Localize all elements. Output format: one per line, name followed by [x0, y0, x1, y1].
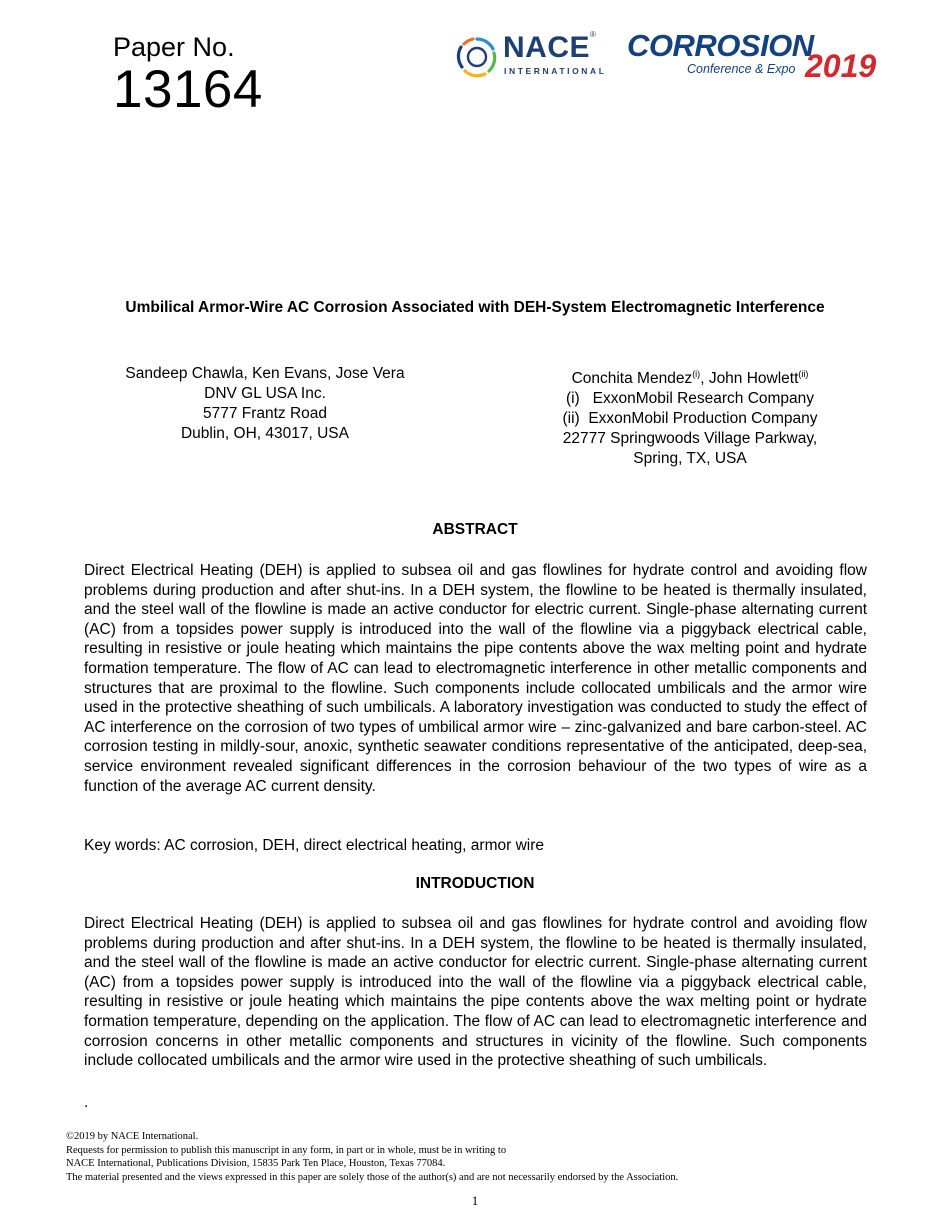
trailing-period: .: [84, 1094, 89, 1111]
footer-line: The material presented and the views expressed in this paper are solely those of the author(s) and are not necessarily endorsed by the Association.: [66, 1171, 679, 1183]
author-line: 22777 Springwoods Village Parkway,: [562, 430, 818, 448]
copyright-footer: [66, 1130, 678, 1184]
introduction-heading: INTRODUCTION: [415, 875, 535, 892]
author-line: (i) ExxonMobil Research Company: [565, 390, 815, 408]
author-names: Conchita Mendez$^{(i)}$, John Howlett$^{(ii)}$: [571, 369, 809, 388]
authors-right: [520, 364, 860, 469]
paper-label: Paper No.: [113, 32, 235, 62]
paper-number-block: [113, 32, 263, 119]
corrosion-conference-logo: [627, 30, 887, 88]
author-line: Sandeep Chawla, Ken Evans, Jose Vera: [125, 365, 405, 382]
nace-logo-subtitle: INTERNATIONAL: [504, 66, 607, 76]
introduction-text: Direct Electrical Heating (DEH) is applied to subsea oil and gas flowlines for hydrate control and avoiding flow problems during production and after shut-ins. In a DEH system, the flowline to be heated is thermally insulated, and the steel wall of the flowline is made an active conductor for electric current. Single-phase alternating current (AC) from a topsides power supply is introduced into the wall of the flowline via a piggyback electrical cable, resulting in resistive or joule heating which maintains the pipe contents above the wax melting point or hydrate formation temperature, depending on the application. The flow of AC can lead to electromagnetic interference and corrosion concerns in other metallic components and structures in vicinity of the flowline. Such components include collocated umbilicals and the armor wire used in the protective sheathing of such umbilicals.: [84, 915, 867, 1070]
footer-line: NACE International, Publications Division, 15835 Park Ten Place, Houston, Texas 77084.: [66, 1158, 446, 1169]
authors-left: [105, 364, 425, 444]
author-line: (ii) ExxonMobil Production Company: [562, 410, 818, 428]
author-line: Dublin, OH, 43017, USA: [180, 425, 349, 442]
footer-line: Requests for permission to publish this manuscript in any form, in part or in whole, must be in writing to: [66, 1144, 507, 1156]
corrosion-logo-text: CORROSION: [627, 28, 814, 63]
paper-title: Umbilical Armor-Wire AC Corrosion Associated with DEH-System Electromagnetic Interference: [125, 299, 825, 316]
page-number: 1: [471, 1193, 479, 1208]
keywords: Key words: AC corrosion, DEH, direct electrical heating, armor wire: [84, 837, 544, 854]
footer-line: ©2019 by NACE International.: [66, 1131, 199, 1142]
corrosion-logo-subtitle: Conference & Expo: [687, 62, 796, 76]
nace-logo: [455, 30, 615, 79]
author-line: Spring, TX, USA: [633, 450, 747, 468]
registered-mark: ®: [590, 30, 597, 39]
nace-logo-text: NACE: [503, 31, 591, 64]
author-line: 5777 Frantz Road: [202, 405, 328, 422]
abstract-heading: ABSTRACT: [432, 521, 518, 538]
abstract-text: Direct Electrical Heating (DEH) is applied to subsea oil and gas flowlines for hydrate control and avoiding flow problems during production and after shut-ins. In a DEH system, the flowline to be heated is thermally insulated, and the steel wall of the flowline is made an active conductor for electric current. Single-phase alternating current (AC) from a topsides power supply is introduced into the wall of the flowline via a piggyback electrical cable, resulting in resistive or joule heating which maintains the pipe contents above the wax melting point and hydrate formation temperature. The flow of AC can lead to electromagnetic interference in other metallic components and structures that are proximal to the flowline. Such components include collocated umbilicals and the armor wire used in the protective sheathing of such umbilicals. A laboratory investigation was conducted to study the effect of AC interference on the corrosion of two types of umbilical armor wire – zinc-galvanized and bare carbon-steel. AC corrosion testing in mildly-sour, anoxic, synthetic seawater conditions representative of the anticipated, deep-sea, service environment revealed significant differences in the corrosion behaviour of the two types of wire as a function of the average AC current density.: [84, 562, 867, 795]
corrosion-logo-year: 2019: [805, 48, 877, 84]
author-line: DNV GL USA Inc.: [204, 385, 326, 402]
paper-number: 13164: [113, 60, 263, 119]
nace-globe-icon: [455, 35, 499, 79]
